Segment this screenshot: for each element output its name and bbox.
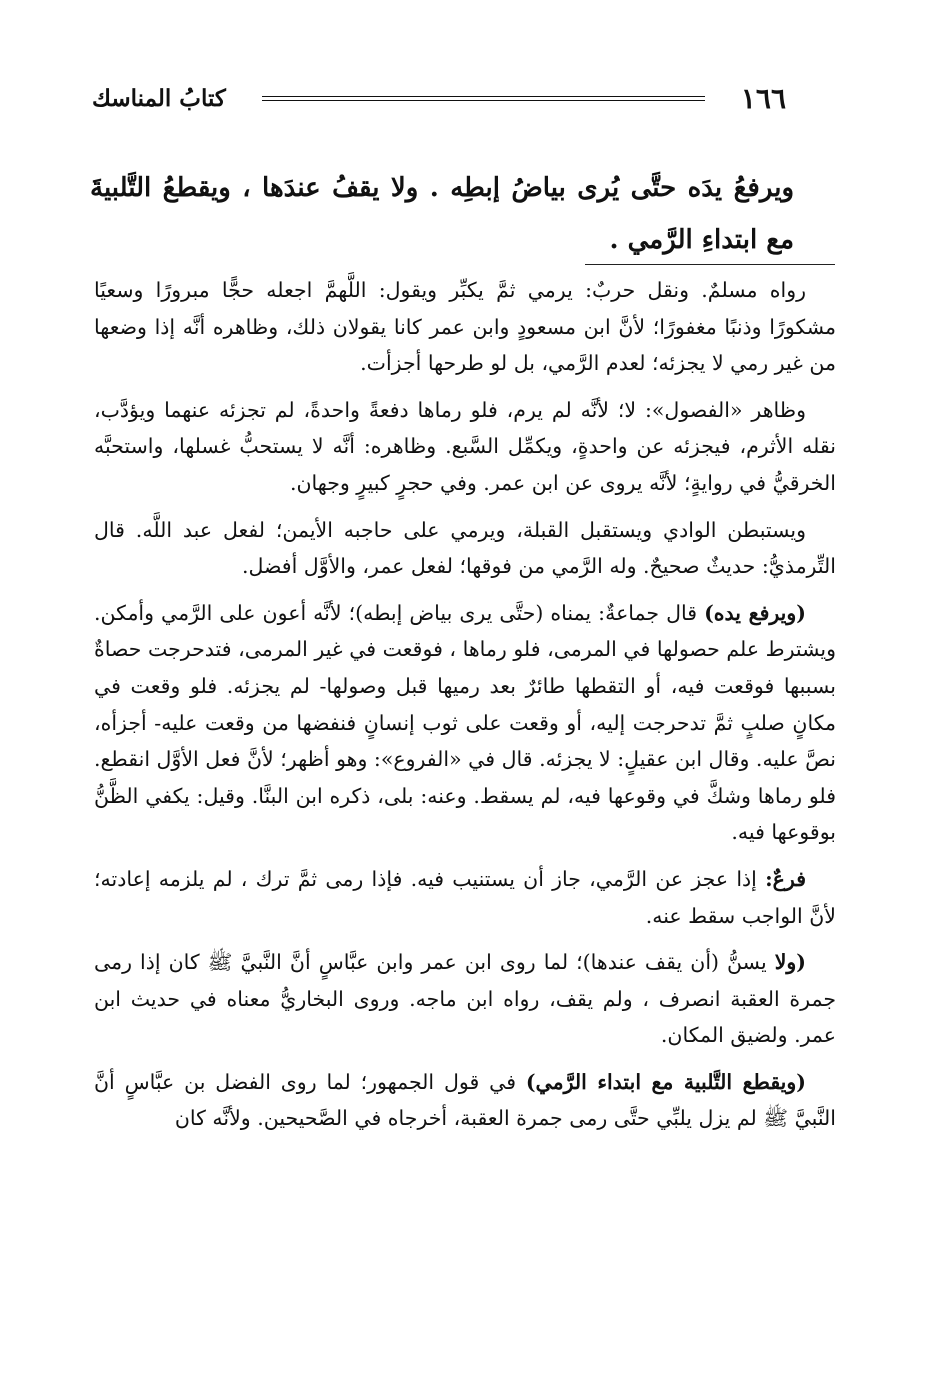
paragraph [94, 272, 836, 382]
paragraph [94, 392, 836, 502]
paragraph-lead: (ويقطع التَّلبية مع ابتداء الرَّمي) [525, 1069, 806, 1094]
paragraph-text: إذا عجز عن الرَّمي، جاز أن يستنيب فيه. فإذا رمى ثمَّ ترك ، لم يلزمه إعادته؛ لأنَّ الواجب سقط عنه. [94, 866, 836, 928]
paragraph-lead: (ويرفع يده) [704, 600, 806, 625]
paragraph-text: في قول الجمهور؛ لما روى الفضل بن عبَّاسٍ أنَّ النَّبيَّ ﷺ لم يزل يلبِّي حتَّى رمى جمرة العقبة، أخرجاه في الصَّحيحين. ولأنَّه كان [94, 1069, 836, 1131]
paragraph [94, 1064, 836, 1137]
page-number: ١٦٦ [740, 81, 786, 115]
paragraph-text: ويستبطن الوادي ويستقبل القبلة، ويرمي على حاجبه الأيمن؛ لفعل عبد اللَّه. قال التِّرمذيُّ: حديثٌ صحيحٌ. وله الرَّمي من فوقها؛ لفعل عمر، والأوَّل أفضل. [94, 517, 836, 579]
book-title: كتابُ المناسك [92, 84, 226, 112]
page-header [92, 78, 786, 118]
paragraph-lead: فرعٌ: [765, 866, 806, 891]
paragraph-text: وظاهر «الفصول»: لا؛ لأنَّه لم يرم، فلو رماها دفعةً واحدةً، لم تجزئه عنهما ويؤدَّب، نقله الأثرم، فيجزئه عن واحدةٍ، ويكمِّل السَّبع. وظاهره: أنَّه لا يستحبُّ غسلها، واستحبَّه الخرقيُّ في روايةٍ؛ لأنَّه يروى عن ابن عمر. وفي حجرٍ كبيرٍ وجهان. [94, 397, 836, 495]
paragraph-text: قال جماعةٌ: يمناه (حتَّى يرى بياض إبطه)؛ لأنَّه أعون على الرَّمي وأمكن. ويشترط علم حصولها في المرمى، فلو رماها ، فوقعت في غير المرمى، فتدحرجت حصاةٌ بسببها فوقعت فيه، أو التقطها طائرٌ بعد رميها قبل وصولها- لم يجزئه. فلو وقعت في مكانٍ صلبٍ ثمَّ تدحرجت إليه، أو وقعت على ثوب إنسانٍ فنفضها من وقعت عليه- أجزأه، نصَّ عليه. وقال ابن عقيلٍ: لا يجزئه. قال في «الفروع»: وهو أظهر؛ لأنَّ فعل الأوَّل انقطع. فلو رماها وشكَّ في وقوعها فيه، لم يسقط. وعنه: بلى، ذكره ابن البنَّا. وقيل: يكفي الظَّنُّ بوقوعها فيه. [94, 600, 836, 845]
matn-text: ويرفعُ يدَه حتَّى يُرى بياضُ إبطِه . ولا يقفُ عندَها ، ويقطعُ التَّلبيةَ مع ابتداءِ الرَّمي . [90, 173, 794, 255]
paragraph-text: يسنُّ (أن يقف عندها)؛ لما روى ابن عمر وابن عبَّاسٍ أنَّ النَّبيَّ ﷺ كان إذا رمى جمرة العقبة انصرف ، ولم يقف، رواه ابن ماجه. وروى البخاريُّ معناه في حديث ابن عمر. ولضيق المكان. [94, 950, 836, 1048]
paragraph [94, 944, 836, 1054]
paragraph-text: رواه مسلمٌ. ونقل حربٌ: يرمي ثمَّ يكبِّر ويقول: اللَّهمَّ اجعله حجًّا مبرورًا وسعيًا مشكورًا وذنبًا مغفورًا؛ لأنَّ ابن مسعودٍ وابن عمر كانا يقولان ذلك، وظاهره أنَّه إذا وضعها من غير رمي لا يجزئه؛ لعدم الرَّمي، بل لو طرحها أجزأت. [94, 278, 836, 376]
header-rule [262, 96, 705, 101]
paragraph [94, 512, 836, 585]
commentary-body [94, 272, 836, 1147]
paragraph [94, 861, 836, 934]
paragraph [94, 595, 836, 851]
matn-underline [585, 264, 835, 265]
paragraph-lead: (ولا [774, 950, 806, 975]
